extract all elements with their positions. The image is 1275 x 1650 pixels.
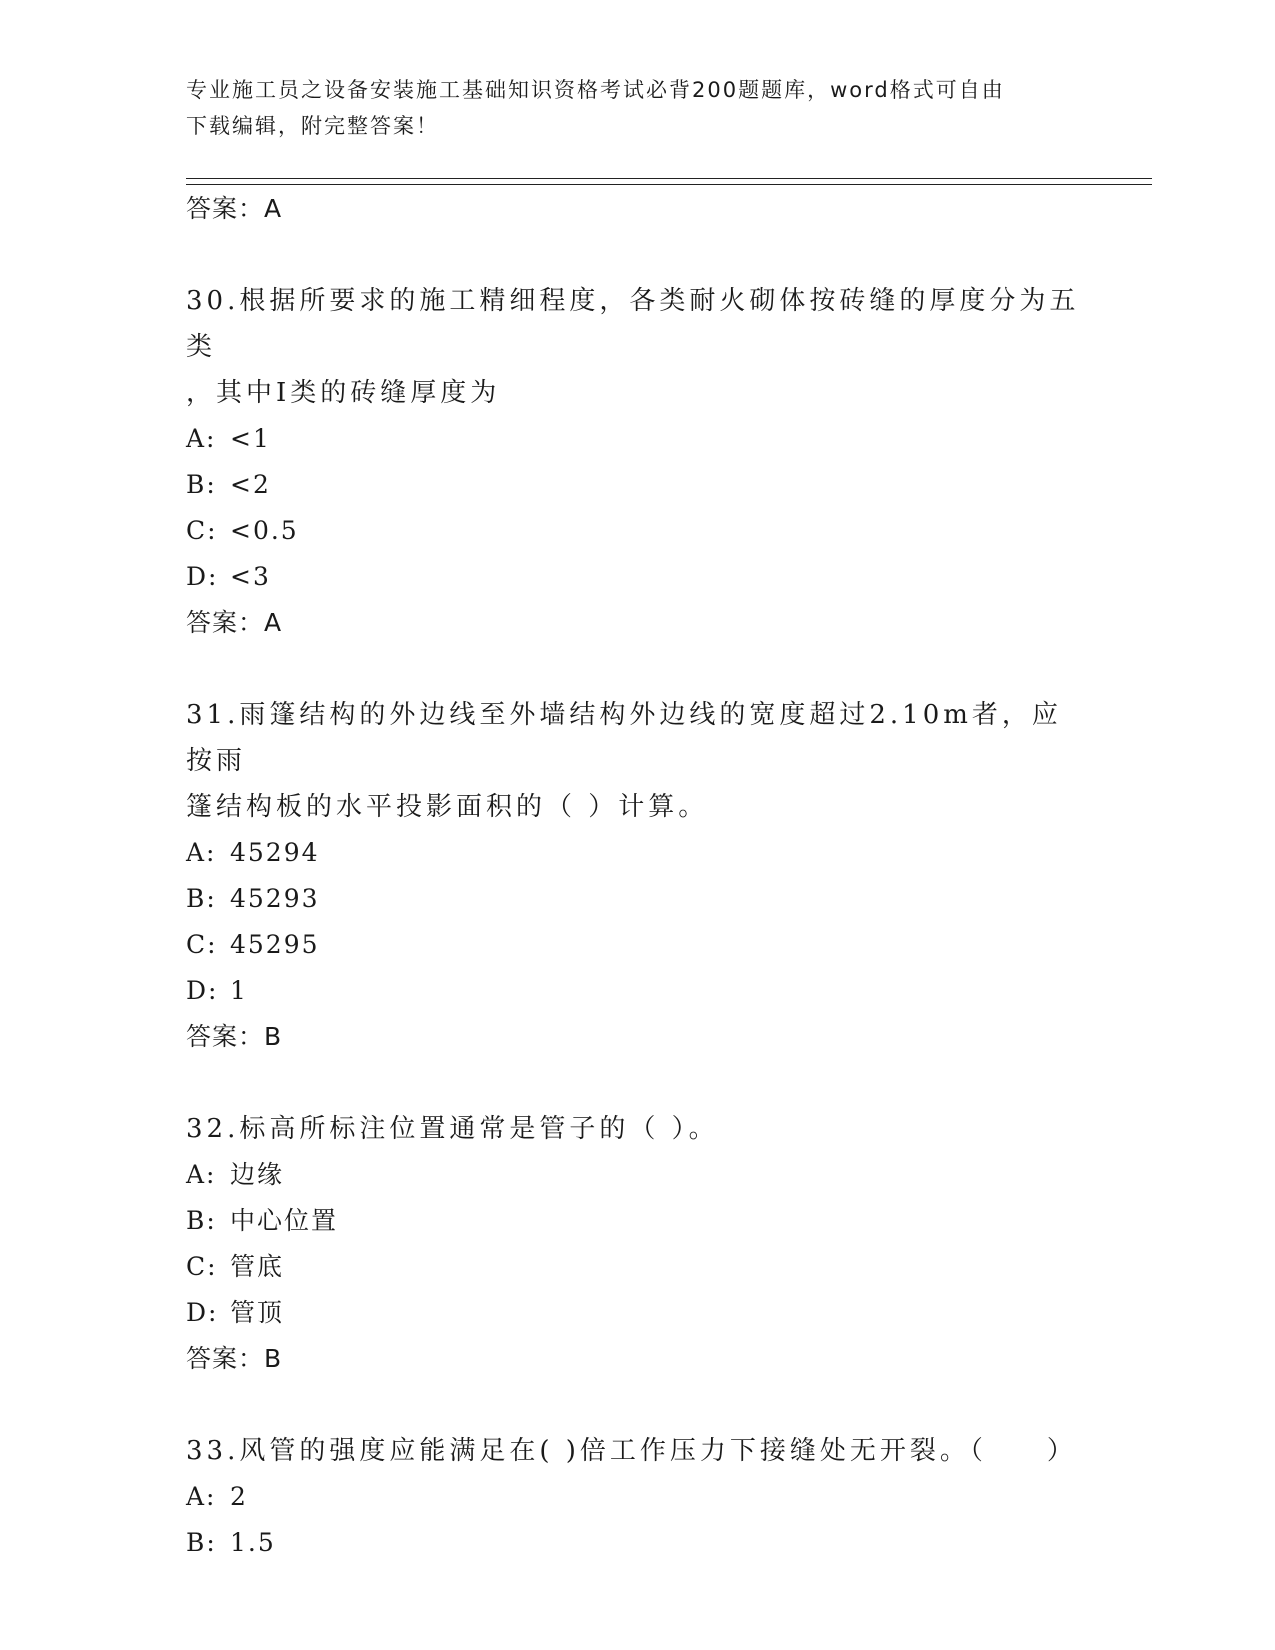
- option-text: 45295: [230, 930, 320, 959]
- question-31-answer: 答案：B: [186, 1022, 283, 1051]
- option-key: B:: [186, 884, 217, 913]
- question-33-option-b: [186, 1520, 1086, 1566]
- header-line-2: 下载编辑，附完整答案！: [186, 114, 439, 138]
- question-32-answer: 答案：B: [186, 1344, 283, 1373]
- question-31-option-c: [186, 922, 1086, 968]
- option-key: B:: [186, 1206, 217, 1235]
- question-32-stem-line-1: 32.标高所标注位置通常是管子的（ ）。: [186, 1114, 719, 1144]
- question-31-stem-line-2: 篷结构板的水平投影面积的（ ）计算。: [186, 792, 709, 822]
- question-33-option-a: [186, 1474, 1086, 1520]
- answer-previous: 答案：A: [186, 194, 283, 223]
- question-31-option-b: [186, 876, 1086, 922]
- question-32-option-a: [186, 1152, 1086, 1198]
- option-text: <1: [230, 424, 271, 453]
- question-33: [186, 1428, 1086, 1566]
- option-text: 45293: [230, 884, 320, 913]
- question-30-stem-line-2: ，其中Ⅰ类的砖缝厚度为: [186, 378, 501, 408]
- header-divider-bottom: [186, 184, 1152, 185]
- question-30: [186, 278, 1086, 646]
- question-31-option-a: [186, 830, 1086, 876]
- question-30-option-a: [186, 416, 1086, 462]
- option-text: 1.5: [230, 1528, 276, 1557]
- option-text: <3: [230, 562, 271, 591]
- option-text: <2: [230, 470, 271, 499]
- header-divider-top: [186, 178, 1152, 179]
- option-text: 管顶: [230, 1298, 285, 1327]
- option-key: B:: [186, 470, 217, 499]
- question-31-stem-line-1: 31.雨篷结构的外边线至外墙结构外边线的宽度超过2.10m者，应按雨: [186, 700, 1062, 776]
- option-text: 管底: [230, 1252, 285, 1281]
- question-30-answer: 答案：A: [186, 608, 283, 637]
- option-key: D:: [186, 1298, 219, 1327]
- question-30-option-c: [186, 508, 1086, 554]
- option-key: A:: [186, 1160, 217, 1189]
- question-30-option-d: [186, 554, 1086, 600]
- question-30-stem-line-1: 30.根据所要求的施工精细程度，各类耐火砌体按砖缝的厚度分为五类: [186, 286, 1080, 362]
- option-key: B:: [186, 1528, 217, 1557]
- option-text: 45294: [230, 838, 320, 867]
- option-key: A:: [186, 424, 217, 453]
- question-list: [186, 186, 1086, 1566]
- option-text: 2: [230, 1482, 248, 1511]
- option-key: A:: [186, 838, 217, 867]
- header-line-1: 专业施工员之设备安装施工基础知识资格考试必背200题题库，word格式可自由: [186, 78, 1005, 102]
- option-text: 中心位置: [230, 1206, 339, 1235]
- option-text: 边缘: [230, 1160, 285, 1189]
- question-32-option-c: [186, 1244, 1086, 1290]
- option-text: <0.5: [230, 516, 299, 545]
- option-key: D:: [186, 562, 219, 591]
- question-31-option-d: [186, 968, 1086, 1014]
- option-key: A:: [186, 1482, 217, 1511]
- question-33-stem-line-1: 33.风管的强度应能满足在( )倍工作压力下接缝处无开裂。（ ）: [186, 1436, 1077, 1466]
- option-key: C:: [186, 1252, 218, 1281]
- question-32-option-d: [186, 1290, 1086, 1336]
- question-32: [186, 1106, 1086, 1382]
- question-31: [186, 692, 1086, 1060]
- option-key: C:: [186, 516, 218, 545]
- document-header: [186, 72, 1066, 144]
- option-text: 1: [230, 976, 248, 1005]
- question-32-option-b: [186, 1198, 1086, 1244]
- option-key: C:: [186, 930, 218, 959]
- question-30-option-b: [186, 462, 1086, 508]
- option-key: D:: [186, 976, 219, 1005]
